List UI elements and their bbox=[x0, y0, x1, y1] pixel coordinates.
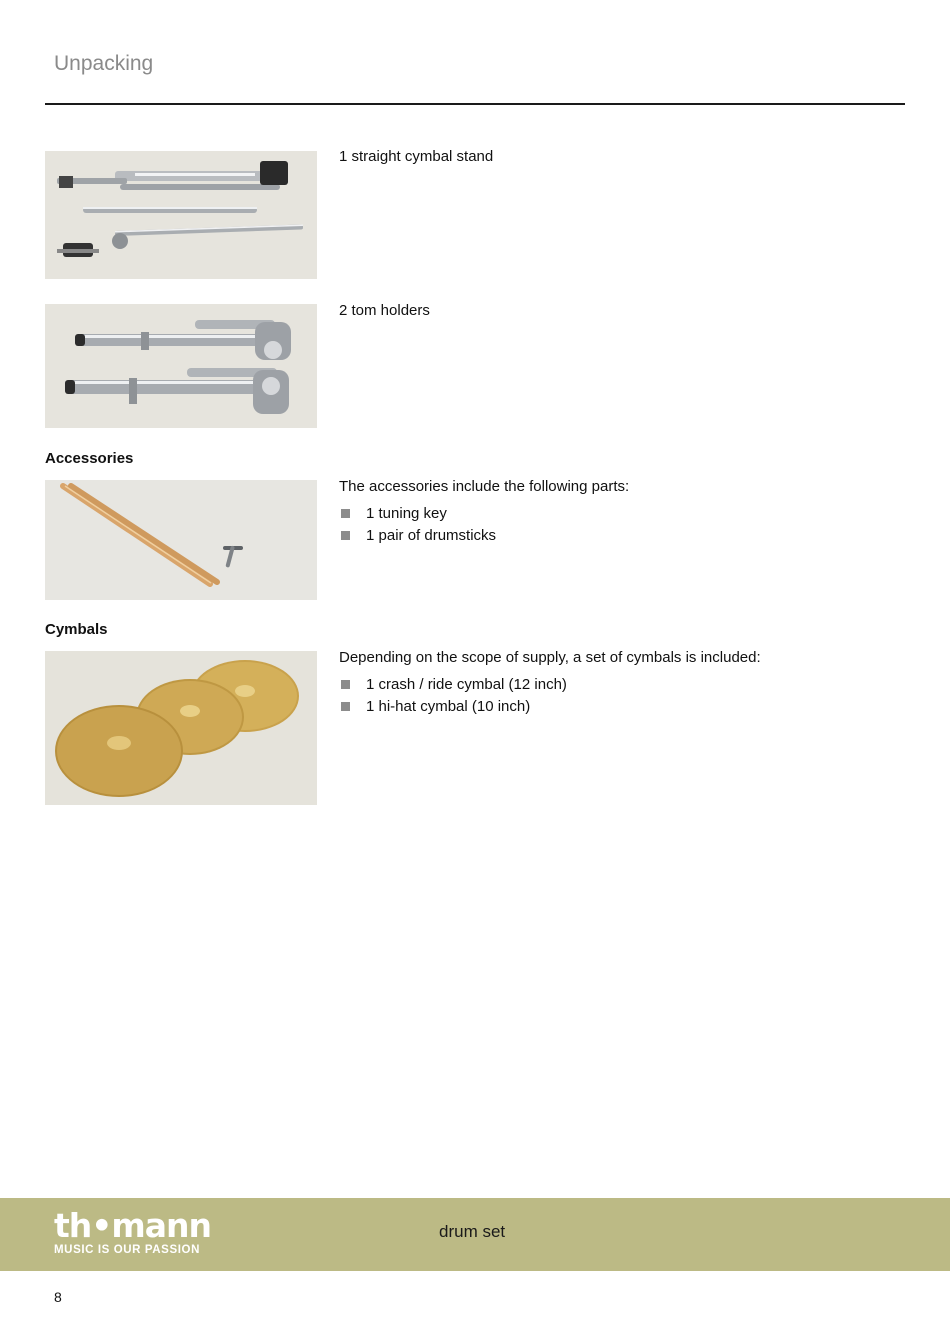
header-divider bbox=[45, 103, 905, 105]
cymbals-list bbox=[339, 674, 761, 717]
bullet-square-icon bbox=[341, 680, 350, 689]
page-number: 8 bbox=[54, 1289, 62, 1305]
accessories-heading: Accessories bbox=[45, 450, 134, 467]
thomann-logo bbox=[54, 1208, 211, 1256]
logo-tagline: MUSIC IS OUR PASSION bbox=[54, 1244, 200, 1256]
list-item bbox=[339, 525, 629, 547]
bullet-square-icon bbox=[341, 531, 350, 540]
logo-wordmark: th•mann bbox=[54, 1206, 212, 1245]
list-item bbox=[339, 503, 629, 525]
tom-holders-caption: 2 tom holders bbox=[339, 302, 430, 319]
list-item bbox=[339, 674, 761, 696]
bullet-square-icon bbox=[341, 509, 350, 518]
page-header-title: Unpacking bbox=[54, 52, 154, 75]
list-item-text: 1 hi-hat cymbal (10 inch) bbox=[366, 697, 531, 715]
list-item-text: 1 crash / ride cymbal (12 inch) bbox=[366, 676, 567, 693]
cymbals-intro: Depending on the scope of supply, a set of cymbals is included: bbox=[339, 649, 761, 666]
bullet-square-icon bbox=[341, 702, 350, 711]
list-item bbox=[339, 696, 761, 718]
cymbals-heading: Cymbals bbox=[45, 621, 108, 638]
footer-product-name: drum set bbox=[439, 1222, 506, 1241]
accessories-list bbox=[339, 503, 629, 546]
accessories-intro: The accessories include the following parts: bbox=[339, 478, 630, 495]
cymbals-text-block bbox=[339, 647, 761, 717]
tom-holders-photo bbox=[45, 304, 317, 428]
list-item-text: 1 pair of drumsticks bbox=[366, 526, 497, 544]
accessories-photo bbox=[45, 480, 317, 600]
cymbals-photo bbox=[45, 651, 317, 805]
cymbal-stand-caption-block bbox=[339, 146, 493, 167]
tom-holders-caption-block bbox=[339, 300, 430, 321]
accessories-text-block bbox=[339, 476, 629, 546]
cymbal-stand-photo bbox=[45, 151, 317, 279]
footer-bar bbox=[0, 1198, 950, 1271]
list-item-text: 1 tuning key bbox=[366, 505, 447, 522]
cymbal-stand-caption: 1 straight cymbal stand bbox=[339, 148, 494, 165]
